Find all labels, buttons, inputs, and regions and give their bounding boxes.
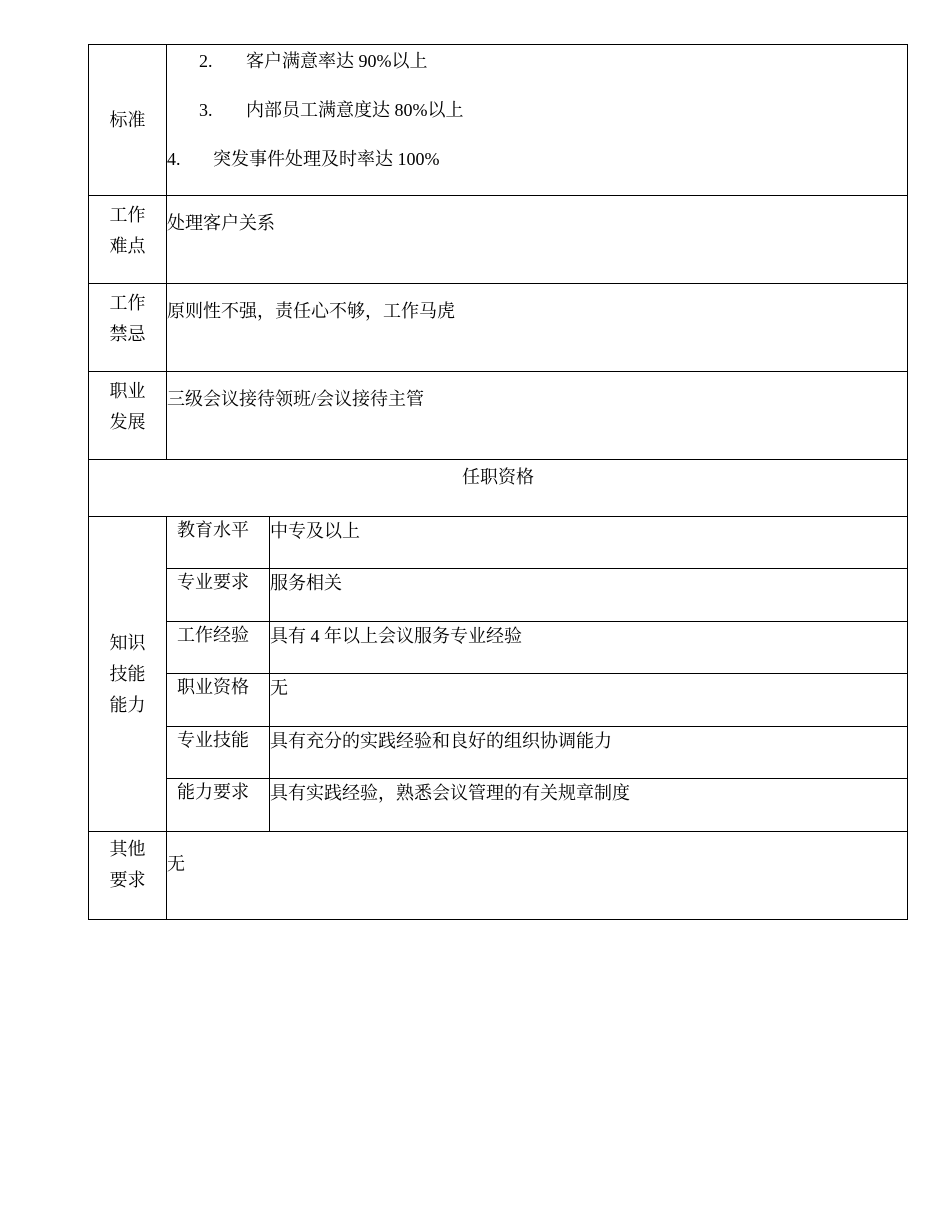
professional-skill-label: 专业技能 bbox=[167, 727, 270, 779]
difficulty-value: 处理客户关系 bbox=[167, 213, 275, 233]
ability-requirement-label: 能力要求 bbox=[167, 779, 270, 832]
career-value: 三级会议接待领班/会议接待主管 bbox=[167, 389, 424, 409]
qualification-title-row bbox=[89, 460, 908, 517]
standards-row bbox=[89, 45, 908, 196]
standard-item-text: 突发事件处理及时率达 100% bbox=[213, 149, 440, 169]
difficulty-content bbox=[167, 196, 908, 284]
standard-item-number: 4. bbox=[167, 149, 181, 169]
qualification-row bbox=[89, 674, 908, 727]
taboo-label: 工作 禁忌 bbox=[89, 284, 167, 372]
major-requirement-label: 专业要求 bbox=[167, 569, 270, 622]
qualification-row bbox=[89, 517, 908, 569]
standards-label: 标准 bbox=[89, 45, 167, 196]
professional-qualification-label: 职业资格 bbox=[167, 674, 270, 727]
difficulty-label: 工作 难点 bbox=[89, 196, 167, 284]
career-row bbox=[89, 372, 908, 460]
knowledge-skill-ability-label: 知识 技能 能力 bbox=[89, 517, 167, 832]
education-label: 教育水平 bbox=[167, 517, 270, 569]
standard-item bbox=[167, 94, 907, 143]
taboo-row bbox=[89, 284, 908, 372]
standard-item-number: 3. bbox=[199, 100, 213, 120]
work-experience-label: 工作经验 bbox=[167, 622, 270, 674]
qualification-row bbox=[89, 622, 908, 674]
job-description-table bbox=[88, 44, 908, 920]
qualification-row bbox=[89, 779, 908, 832]
work-experience-value: 具有 4 年以上会议服务专业经验 bbox=[270, 622, 908, 674]
taboo-content bbox=[167, 284, 908, 372]
standard-item-text: 内部员工满意度达 80%以上 bbox=[246, 100, 464, 120]
standards-content bbox=[167, 45, 908, 196]
other-requirements-row bbox=[89, 832, 908, 920]
qualification-row bbox=[89, 569, 908, 622]
professional-skill-value: 具有充分的实践经验和良好的组织协调能力 bbox=[270, 727, 908, 779]
professional-qualification-value: 无 bbox=[270, 674, 908, 727]
career-content bbox=[167, 372, 908, 460]
major-requirement-value: 服务相关 bbox=[270, 569, 908, 622]
standard-item bbox=[167, 45, 907, 94]
taboo-value: 原则性不强，责任心不够，工作马虎 bbox=[167, 301, 455, 321]
other-requirements-value: 无 bbox=[167, 854, 185, 874]
other-requirements-content bbox=[167, 832, 908, 920]
qualification-title: 任职资格 bbox=[89, 460, 908, 517]
ability-requirement-value: 具有实践经验，熟悉会议管理的有关规章制度 bbox=[270, 779, 908, 832]
education-value: 中专及以上 bbox=[270, 517, 908, 569]
other-requirements-label: 其他 要求 bbox=[89, 832, 167, 920]
standard-item-number: 2. bbox=[199, 51, 213, 71]
qualification-row bbox=[89, 727, 908, 779]
standard-item-text: 客户满意率达 90%以上 bbox=[246, 51, 428, 71]
career-label: 职业 发展 bbox=[89, 372, 167, 460]
difficulty-row bbox=[89, 196, 908, 284]
standard-item bbox=[167, 143, 907, 192]
